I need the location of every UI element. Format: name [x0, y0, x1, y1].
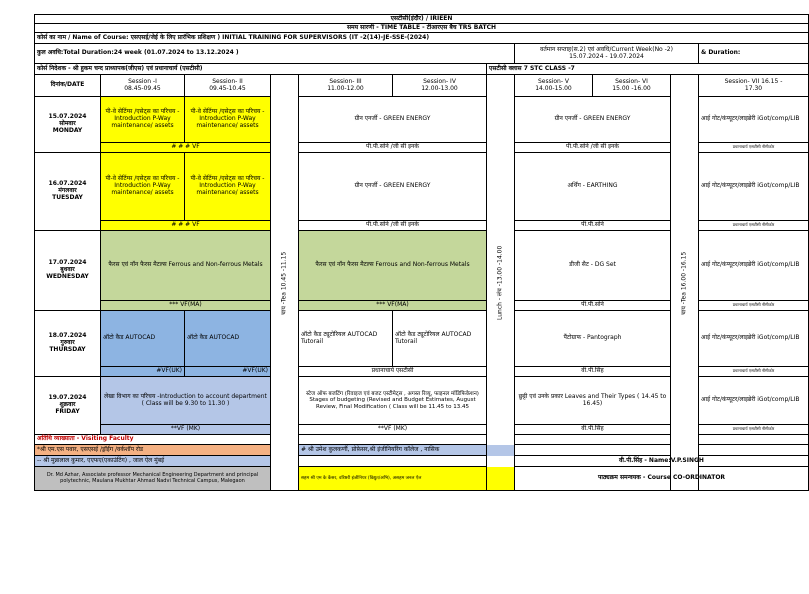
date-cell: 18.07.2024 गुरुवार THURSDAY	[35, 311, 101, 377]
faculty-cell: *** VF(MA)	[101, 301, 271, 311]
col-session-1: Session -I 08.45-09.45	[101, 75, 185, 97]
session-cell: पी-वे सेटिंग्स /एसेट्स का परिचय -Introduction P-Way maintenance/ assets	[185, 153, 271, 221]
tea-break-1: चाय -Tea 10.45 -11.15	[271, 75, 299, 491]
faculty-cell: #VF(UK)	[101, 367, 185, 377]
current-week: वर्तमान सप्ताह(स.2) एवं अवधि/Current Week(No -2) 15.07.2024 - 19.07.2024	[515, 44, 699, 64]
faculty-cell: *** VF(MA)	[299, 301, 487, 311]
session-cell: फैरस एवं नॉन फैरस मैटल्स Ferrous and Non-ferrous Metals	[299, 231, 487, 301]
session-cell: ऑटो कैड ट्यूटोरियल AUTOCAD Tutorail	[393, 311, 487, 367]
lunch-break: Lunch - लंच -13.00 -14.00	[487, 75, 515, 491]
session-cell: आई गोट/कंप्यूटर/लाइब्रेरी iGot/comp/LIB	[699, 97, 809, 143]
footer-blank	[299, 456, 515, 467]
date-cell: 15.07.2024 सोमवार MONDAY	[35, 97, 101, 153]
duration-label: & Duration:	[699, 44, 809, 64]
session-cell: लेखा विभाग का परिचय -Introduction to account department ( Class will be 9.30 to 11.30 )	[101, 377, 271, 425]
faculty-cell: प्रधानाचार्य एसटीसी नीमीकोर	[699, 143, 809, 153]
col-session-3: Session- III 11.00-12.00	[299, 75, 393, 97]
col-session-4: Session- IV 12.00-13.00	[393, 75, 487, 97]
session-cell: छुट्टी एवं उनके प्रकार Leaves and Their Types ( 14.45 to 16.45)	[515, 377, 671, 425]
footer-blank	[299, 435, 515, 445]
faculty-cell: **VF (MK)	[101, 425, 271, 435]
session-cell: ग्रीन एनर्जी - GREEN ENERGY	[299, 97, 487, 143]
col-session-5: Session- V 14.00-15.00	[515, 75, 593, 97]
date-cell: 16.07.2024 मंगलवार TUESDAY	[35, 153, 101, 231]
faculty-cell: पी.पी.सोने /जी सी इनके	[299, 221, 487, 231]
faculty-cell: **VF (MK)	[299, 425, 487, 435]
faculty-cell: प्रधानाचार्य एसटीसी नीमीकोर	[699, 367, 809, 377]
faculty-cell: वी.पी.सिंह	[515, 425, 671, 435]
timetable	[34, 14, 809, 491]
session-cell: पैंटोग्राफ - Pantograph	[515, 311, 671, 367]
col-session-2: Session- II 09.45-10.45	[185, 75, 271, 97]
faculty-cell: प्रधानाचार्य एसटीसी नीमीकोर	[699, 221, 809, 231]
session-cell: फैरस एवं नॉन फैरस मैटल्स Ferrous and Non-ferrous Metals	[101, 231, 271, 301]
col-session-6: Session- VI 15.00 -16.00	[593, 75, 671, 97]
faculty-cell: पी.पी.सोने	[515, 301, 671, 311]
faculty-cell: पी.पी.सोने /जी सी इनके	[299, 143, 487, 153]
faculty-cell: प्रधानाचार्य एसटीसी नीमीकोर	[699, 301, 809, 311]
session-cell: आई गोट/कंप्यूटर/लाइब्रेरी iGot/comp/LIB	[699, 311, 809, 367]
visiting-faculty-2: -- श्री मुन्नालाल कुमार, एएफए(एकाउंटिंग) , जाल ऐल मुंबई	[35, 456, 271, 467]
session-cell: अर्थिंग - EARTHING	[515, 153, 671, 221]
institute-title: एसटीसी(इंदौर) / IRIEEN	[35, 15, 809, 24]
session-cell: ऑटो कैड AUTOCAD	[185, 311, 271, 367]
session-cell: पी-वे सेटिंग्स /एसेट्स का परिचय -Introduction P-Way maintenance/ assets	[185, 97, 271, 143]
session-cell: आई गोट/कंप्यूटर/लाइब्रेरी iGot/comp/LIB	[699, 231, 809, 301]
faculty-cell: प्रधानाचार्य एसटीसी नीमीकोर	[699, 425, 809, 435]
faculty-cell: #VF(UK)	[185, 367, 271, 377]
week-dates: 15.07.2024 - 19.07.2024	[569, 52, 644, 60]
session-cell: आई गोट/कंप्यूटर/लाइब्रेरी iGot/comp/LIB	[699, 153, 809, 221]
course-name: कोर्स का नाम / Name of Course: एसएसई/जेई के लिए प्रारंभिक प्रशिक्षण ) INITIAL TRAINING FOR SUPERVISORS (IT -2(14)-JE-SSE-(2024)	[35, 33, 809, 44]
course-director: कोर्स निदेशक - श्री हुकम चन्द प्राध्यापक(जीएस) एवं प्रधानाचार्य (एसटीसी)	[35, 64, 487, 75]
class-name: एसटीसी क्लास 7 STC CLASS -7	[487, 64, 809, 75]
session-cell: ऑटो कैड AUTOCAD	[101, 311, 185, 367]
faculty-cell: # # # VF	[101, 221, 271, 231]
date-cell: 19.07.2024 शुक्रवार FRIDAY	[35, 377, 101, 435]
visiting-faculty-4: # श्री उमेश कुलकर्णी, प्रोफ़ेसर,श्री इंजीनियरिंग कॉलेज , नासिक	[299, 445, 515, 456]
timetable-title: समय सारणी - TIME TABLE - टीआरएस बैच TRS BATCH	[35, 24, 809, 33]
visiting-faculty-title: अतिथि व्याख्याता - Visiting Faculty	[35, 435, 271, 445]
visiting-faculty-1: *श्री एम.एस पवार, एसएसई /ड्रॉईंग /वर्कशॉप रोड	[35, 445, 271, 456]
total-duration: कुल अवधि:Total Duration:24 week (01.07.2024 to 13.12.2024 )	[35, 44, 515, 64]
faculty-cell: पी.पी.सोने	[515, 221, 671, 231]
coordinator-title: पाठ्यक्रम समन्वयक - Course CO-ORDINATOR	[515, 467, 809, 491]
col-date: दिनांक/DATE	[35, 75, 101, 97]
visiting-faculty-5: सहम श्री एम के केंसर, वरिष्ठरी इंजीनियर (विद्युत/अभि), असहम जनल ऐल	[299, 467, 515, 491]
coordinator-name: वी.पी.सिंह - Name:V.P.SINGH	[515, 456, 809, 467]
session-cell: स्टेज ऑफ बजटिंग (रिवाइज एवं बजट एस्टीमेट्स , अगस्त रिव्यू, फाइनल मॉडिफिकेशन) Stages of budgeting (Revised and Budget Estimates, August Review, Final Modification ( Class will be 11.45 to 13.45	[299, 377, 487, 425]
visiting-faculty-3: Dr. Md Azhar, Associate professor Mechanical Engineering Department and principal polytechnic, Maulana Mukhtar Ahmad Nadvi Technical Campus, Malegaon	[35, 467, 271, 491]
faculty-cell: पी.पी.सोने /जी सी इनके	[515, 143, 671, 153]
session-cell: ग्रीन एनर्जी - GREEN ENERGY	[299, 153, 487, 221]
session-cell: ग्रीन एनर्जी - GREEN ENERGY	[515, 97, 671, 143]
tea-break-2: चाय -Tea 16.00 -16.15	[671, 75, 699, 491]
session-cell: डीजी सैट - DG Set	[515, 231, 671, 301]
faculty-cell: वी.पी.सिंह	[515, 367, 671, 377]
faculty-cell: # # # VF	[101, 143, 271, 153]
session-cell: आई गोट/कंप्यूटर/लाइब्रेरी iGot/comp/LIB	[699, 377, 809, 425]
faculty-cell: प्रधानाचार्य एसटीसी	[299, 367, 487, 377]
session-cell: पी-वे सेटिंग्स /एसेट्स का परिचय -Introduction P-Way maintenance/ assets	[101, 97, 185, 143]
session-cell: पी-वे सेटिंग्स /एसेट्स का परिचय -Introduction P-Way maintenance/ assets	[101, 153, 185, 221]
footer-blank	[515, 445, 809, 456]
footer-blank	[515, 435, 809, 445]
col-session-7: Session- VII 16.15 - 17.30	[699, 75, 809, 97]
date-cell: 17.07.2024 बुधवार WEDNESDAY	[35, 231, 101, 311]
session-cell: ऑटो कैड ट्यूटोरियल AUTOCAD Tutorail	[299, 311, 393, 367]
